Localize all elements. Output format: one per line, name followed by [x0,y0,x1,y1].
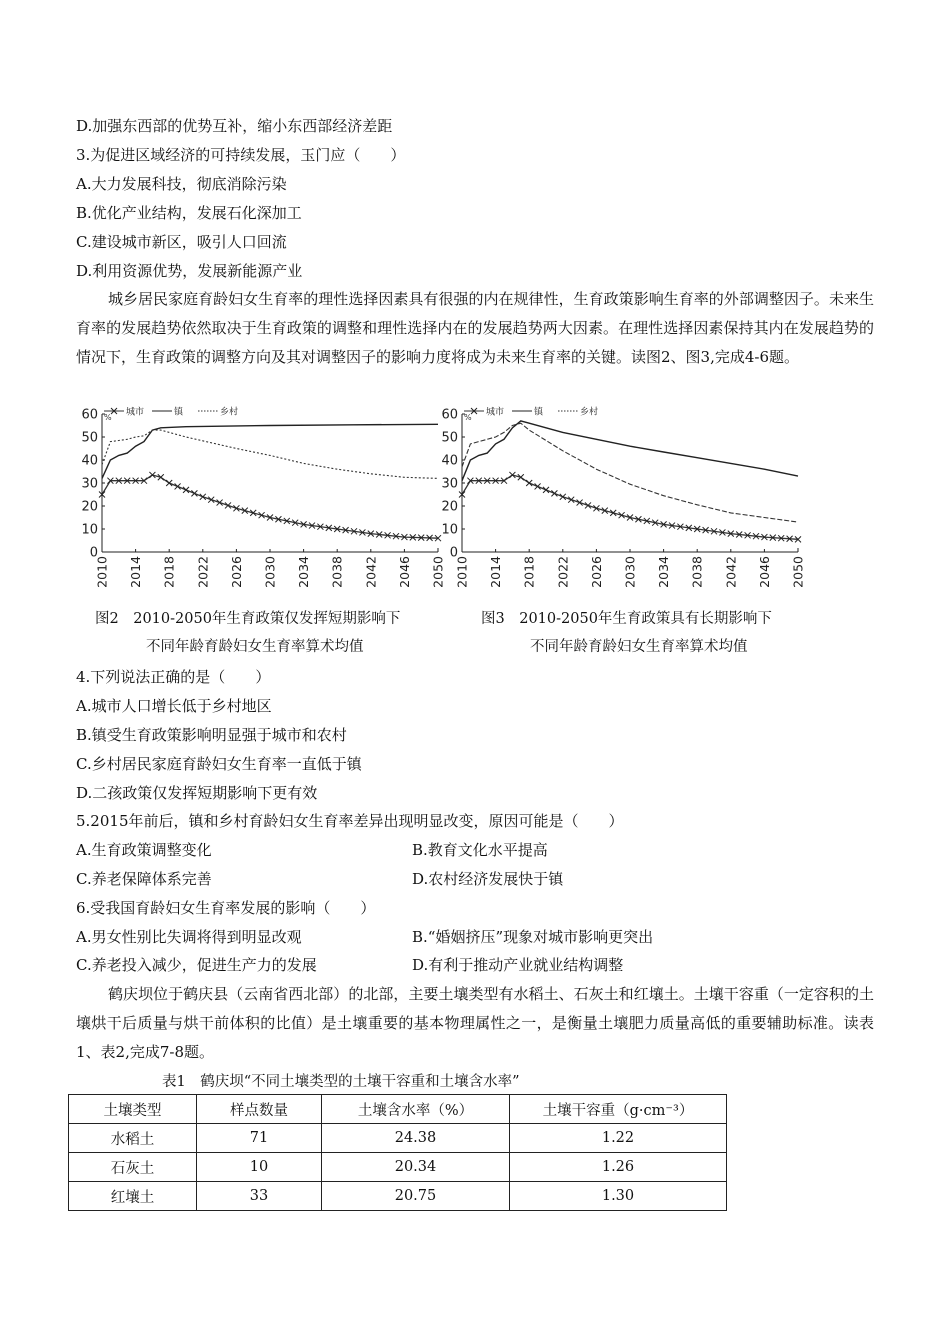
q6-option-b: B.“婚姻挤压”现象对城市影响更突出 [412,928,654,946]
city-data-point [208,497,214,503]
legend-label: 城市 [126,407,145,418]
series-line-town [462,421,798,481]
city-data-point [535,483,541,489]
city-data-point [225,502,231,508]
passage-fertility: 城乡居民家庭育龄妇女生育率的理性选择因素具有很强的内在规律性，生育政策影响生育率的外部调整因子。未来生育率的发展趋势依然取决于生育政策的调整和理性选择内在的发展趋势两大因素。在理性选择因素保持其内在发展趋势的情况下，生育政策的调整方向及其对调整因子的影响力度将成为未来生育率的关键。读图2、图3,完成4-6题。 [76,290,874,366]
city-data-point [191,490,197,496]
figure-3-subtitle: 不同年龄育龄妇女生育率算术均值 [530,639,748,655]
q6-option-c: C.养老投入减少，促进生产力的发展 [76,956,317,974]
x-tick-label: 2022 [555,556,571,588]
table-header-cell: 土壤干容重（g·cm⁻³） [510,1095,727,1124]
x-tick-label: 2038 [329,556,345,588]
q3-option-d: D.利用资源优势，发展新能源产业 [76,262,303,280]
legend-label: 镇 [534,407,544,418]
legend-label: 乡村 [580,407,599,418]
y-tick-label: 0 [449,545,458,561]
figure-2-title: 图2 2010-2050年生育政策仅发挥短期影响下 [95,611,401,627]
q5-option-b: B.教育文化水平提高 [412,841,548,859]
city-data-point [585,502,591,508]
figure-2-subtitle: 不同年龄育龄妇女生育率算术均值 [146,639,364,655]
table-row [69,1182,727,1211]
table-cell: 1.22 [510,1124,727,1153]
table-header-cell: 土壤含水率（%） [322,1095,510,1124]
q2-option-d: D.加强东西部的优势互补，缩小东西部经济差距 [76,117,393,135]
chart-figure-3 [430,400,810,600]
q6-option-a: A.男女性别比失调将得到明显改观 [76,928,302,946]
q3-option-b: B.优化产业结构，发展石化深加工 [76,204,302,222]
table-cell: 1.30 [510,1182,727,1211]
city-data-point [568,497,574,503]
table-1-caption: 表1 鹤庆坝“不同土壤类型的土壤干容重和土壤含水率” [162,1074,520,1090]
city-data-point [166,480,172,486]
y-tick-label: 10 [441,522,458,538]
series-line-rural [462,423,798,522]
y-tick-label: 50 [441,430,458,446]
x-tick-label: 2014 [488,556,504,588]
q4-option-b: B.镇受生育政策影响明显强于城市和农村 [76,726,347,744]
x-tick-label: 2046 [756,556,772,588]
q3-option-a: A.大力发展科技，彻底消除污染 [76,175,287,193]
legend-item [152,406,184,418]
y-tick-label: 40 [441,453,458,469]
x-tick-label: 2030 [262,556,278,588]
city-data-point [526,480,532,486]
legend-item [198,406,238,418]
legend-item [512,406,544,418]
q6-stem: 6.受我国育龄妇女生育率发展的影响（ ） [76,899,376,917]
city-data-point [543,487,549,493]
city-data-point [560,494,566,500]
x-tick-label: 2050 [430,556,446,588]
q6-option-d: D.有利于推动产业就业结构调整 [412,956,624,974]
city-data-point [200,494,206,500]
x-tick-label: 2050 [790,556,806,588]
city-data-point [175,483,181,489]
table-cell: 水稻土 [69,1124,197,1153]
q5-option-a: A.生育政策调整变化 [76,841,212,859]
q3-option-c: C.建设城市新区，吸引人口回流 [76,233,287,251]
table-header-row [69,1095,727,1124]
table-1 [68,1094,727,1211]
legend-label: 城市 [486,407,505,418]
q3-stem: 3.为促进区域经济的可持续发展，玉门应（ ） [76,146,406,164]
x-tick-label: 2014 [128,556,144,588]
x-tick-label: 2030 [622,556,638,588]
legend-label: 镇 [174,407,184,418]
x-tick-label: 2042 [363,556,379,588]
y-tick-label: 50 [81,430,98,446]
x-tick-label: 2018 [521,556,537,588]
y-tick-label: 60 [81,407,98,423]
x-tick-label: 2010 [454,556,470,588]
x-tick-label: 2046 [396,556,412,588]
city-data-point [551,490,557,496]
x-tick-label: 2026 [588,556,604,588]
table-row [69,1153,727,1182]
table-cell: 20.75 [322,1182,510,1211]
figure-3-title: 图3 2010-2050年生育政策具有长期影响下 [481,611,772,627]
q5-option-c: C.养老保障体系完善 [76,870,212,888]
q4-stem: 4.下列说法正确的是（ ） [76,668,271,686]
q5-stem: 5.2015年前后，镇和乡村育龄妇女生育率差异出现明显改变，原因可能是（ ） [76,812,624,830]
table-cell: 33 [197,1182,322,1211]
x-tick-label: 2034 [296,556,312,588]
x-tick-label: 2034 [656,556,672,588]
y-tick-label: 20 [81,499,98,515]
q4-option-a: A.城市人口增长低于乡村地区 [76,697,272,715]
table-header-cell: 土壤类型 [69,1095,197,1124]
q5-option-d: D.农村经济发展快于镇 [412,870,564,888]
x-tick-label: 2022 [195,556,211,588]
table-row [69,1124,727,1153]
x-tick-label: 2010 [94,556,110,588]
x-tick-label: 2018 [161,556,177,588]
table-cell: 20.34 [322,1153,510,1182]
y-axis-unit-label: % [464,413,472,422]
y-tick-label: 30 [441,476,458,492]
y-tick-label: 10 [81,522,98,538]
y-tick-label: 0 [89,545,98,561]
passage-heqing: 鹤庆坝位于鹤庆县（云南省西北部）的北部，主要土壤类型有水稻土、石灰土和红壤土。土壤干容重（一定容积的土壤烘干后质量与烘干前体积的比值）是土壤重要的基本物理属性之一，是衡量土壤肥力质量高低的重要辅助标准。读表1、表2,完成7-8题。 [76,985,874,1061]
y-tick-label: 20 [441,499,458,515]
x-tick-label: 2026 [228,556,244,588]
table-cell: 71 [197,1124,322,1153]
city-data-point [183,487,189,493]
x-tick-label: 2038 [689,556,705,588]
x-tick-label: 2042 [723,556,739,588]
y-tick-label: 30 [81,476,98,492]
legend-label: 乡村 [220,407,239,418]
legend-item [558,406,598,418]
series-line-town [102,424,438,478]
table-header-cell: 样点数量 [197,1095,322,1124]
q4-option-c: C.乡村居民家庭育龄妇女生育率一直低于镇 [76,755,362,773]
table-cell: 石灰土 [69,1153,197,1182]
q4-option-d: D.二孩政策仅发挥短期影响下更有效 [76,784,318,802]
city-data-point [217,500,223,506]
city-data-point [577,500,583,506]
table-cell: 10 [197,1153,322,1182]
chart-figure-2 [70,400,450,600]
series-line-rural [102,430,438,478]
table-cell: 24.38 [322,1124,510,1153]
y-tick-label: 60 [441,407,458,423]
table-cell: 红壤土 [69,1182,197,1211]
y-tick-label: 40 [81,453,98,469]
series-line-city [102,475,438,538]
table-cell: 1.26 [510,1153,727,1182]
y-axis-unit-label: % [104,413,112,422]
